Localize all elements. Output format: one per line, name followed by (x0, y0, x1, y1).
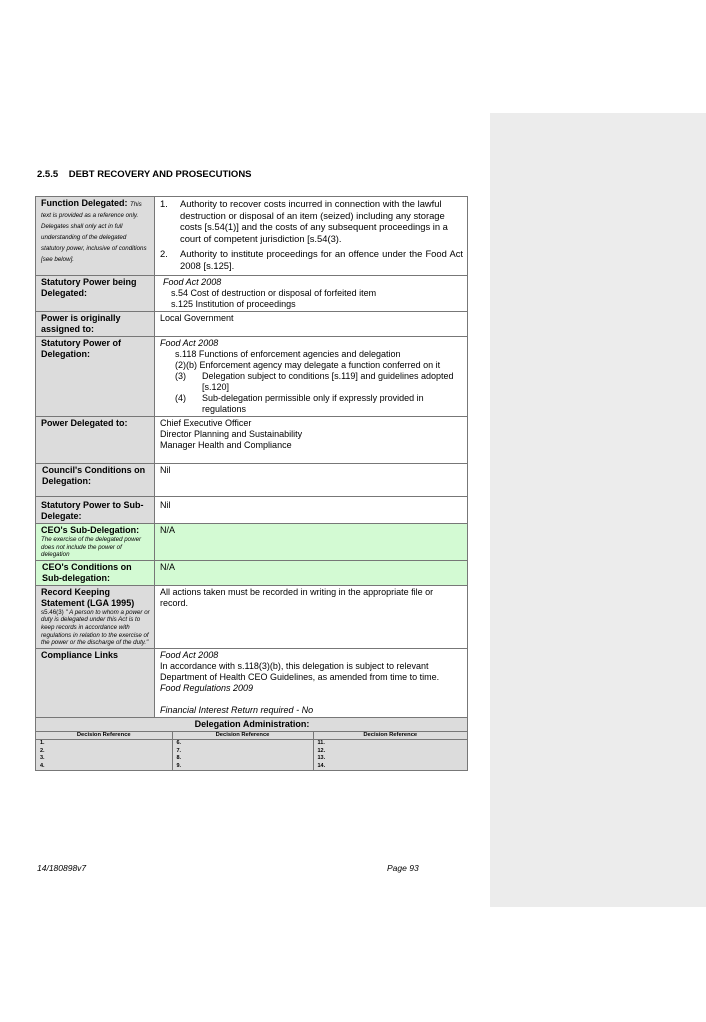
compliance-act: Food Act 2008 (160, 649, 219, 660)
admin-ref: 3. (36, 755, 172, 763)
record-keeping-label-cell (36, 585, 155, 648)
row-originally-assigned (36, 312, 468, 337)
function-delegated-label: Function Delegated: (41, 198, 128, 208)
power-of-delegation-line-1: s.118 Functions of enforcement agencies and delegation (175, 349, 401, 359)
ceo-conditions-label: CEO's Conditions on Sub-delegation: (36, 560, 155, 585)
compliance-financial: Financial Interest Return required - No (160, 704, 314, 715)
power-of-delegation-sub-3: (3) Delegation subject to conditions [s.119] and guidelines adopted [s.120] (175, 371, 454, 392)
admin-ref: 13. (313, 755, 467, 763)
admin-ref: 6. (172, 740, 313, 748)
section-title: DEBT RECOVERY AND PROSECUTIONS (68, 169, 252, 180)
compliance-text: In accordance with s.118(3)(b), this delegation is subject to relevant Department of Health CEO Guidelines, as amended from time to time. (160, 660, 440, 682)
statutory-power-line-1: s.54 Cost of destruction or disposal of forfeited item (171, 288, 377, 298)
originally-assigned-value: Local Government (155, 312, 468, 337)
admin-header-row (36, 732, 467, 740)
statutory-power-act: Food Act 2008 (163, 277, 222, 287)
delegate-2: Director Planning and Sustainability (160, 429, 303, 439)
row-admin-title (36, 717, 468, 731)
admin-ref: 7. (172, 748, 313, 756)
admin-col-header-2: Decision Reference (172, 732, 313, 740)
row-statutory-sub (36, 497, 468, 524)
council-conditions-value: Nil (155, 464, 468, 497)
power-of-delegation-line-2: (2)(b) Enforcement agency may delegate a function conferred on it (175, 360, 441, 370)
admin-row (36, 763, 467, 771)
admin-col-header-3: Decision Reference (313, 732, 467, 740)
row-function-delegated (36, 197, 468, 276)
statutory-power-label: Statutory Power being Delegated: (36, 276, 155, 312)
admin-title: Delegation Administration: (36, 717, 468, 731)
function-delegated-label-cell (36, 197, 155, 276)
delegation-table (35, 196, 468, 771)
admin-ref: 4. (36, 763, 172, 771)
row-ceo-sub (36, 524, 468, 561)
originally-assigned-label: Power is originally assigned to: (36, 312, 155, 337)
compliance-label: Compliance Links (36, 648, 155, 717)
council-conditions-label: Council's Conditions on Delegation: (36, 464, 155, 497)
admin-grid-cell (36, 731, 468, 771)
statutory-power-line-2: s.125 Institution of proceedings (171, 299, 296, 309)
power-of-delegation-sub-4: (4) Sub-delegation permissible only if expressly provided in regulations (175, 393, 424, 414)
function-item-1: 1. Authority to recover costs incurred in connection with the lawful destruction or disposal of an item (seized) including any storage costs [s.54(1)] and the costs of any subsequent proceedings in a court of competent jurisdiction [s.54(3). (160, 198, 448, 244)
power-of-delegation-value (155, 337, 468, 417)
admin-ref: 9. (172, 763, 313, 771)
section-number: 2.5.5 (37, 169, 59, 180)
power-delegated-to-value (155, 417, 468, 464)
row-power-of-delegation (36, 337, 468, 417)
admin-ref: 14. (313, 763, 467, 771)
admin-ref: 1. (36, 740, 172, 748)
ceo-conditions-value: N/A (155, 560, 468, 585)
power-delegated-to-label: Power Delegated to: (36, 417, 155, 464)
admin-ref: 2. (36, 748, 172, 756)
admin-table (36, 732, 467, 771)
function-delegated-note: This text is provided as a reference only. Delegates shall only act in full understanding of the delegated statutory power, inclusive of conditions [see below]. (41, 201, 147, 263)
row-record-keeping (36, 585, 468, 648)
ceo-sub-value: N/A (155, 524, 468, 561)
admin-row (36, 740, 467, 748)
statutory-sub-label: Statutory Power to Sub-Delegate: (36, 497, 155, 524)
power-of-delegation-label: Statutory Power of Delegation: (36, 337, 155, 417)
function-delegated-value (155, 197, 468, 276)
record-keeping-label: Record Keeping Statement (LGA 1995) (41, 586, 135, 608)
ceo-sub-label: CEO's Sub-Delegation: (41, 525, 140, 535)
ceo-sub-label-cell (36, 524, 155, 561)
record-keeping-value: All actions taken must be recorded in writing in the appropriate file or record. (155, 585, 468, 648)
row-ceo-conditions (36, 560, 468, 585)
comment-pane (490, 113, 706, 907)
row-council-conditions (36, 464, 468, 497)
admin-row (36, 755, 467, 763)
admin-ref: 12. (313, 748, 467, 756)
compliance-value (155, 648, 468, 717)
power-of-delegation-act: Food Act 2008 (160, 338, 219, 348)
section-heading (37, 169, 252, 180)
record-keeping-note: s5.46(3) " A person to whom a power or duty is delegated under this Act is to keep records in accordance with regulations in relation to the exercise of the power or the discharge of the duty." (41, 608, 150, 647)
admin-ref: 11. (313, 740, 467, 748)
delegate-1: Chief Executive Officer (160, 418, 252, 428)
statutory-power-value (155, 276, 468, 312)
row-admin-grid (36, 731, 468, 771)
row-compliance (36, 648, 468, 717)
footer-doc-ref: 14/180898v7 (37, 863, 87, 873)
admin-ref: 8. (172, 755, 313, 763)
row-power-delegated-to (36, 417, 468, 464)
ceo-sub-note: The exercise of the delegated power does not include the power of delegation (41, 536, 142, 559)
admin-col-header-1: Decision Reference (36, 732, 172, 740)
statutory-sub-value: Nil (155, 497, 468, 524)
admin-row (36, 748, 467, 756)
compliance-regs: Food Regulations 2009 (160, 682, 254, 693)
function-item-2: 2. Authority to institute proceedings for an offence under the Food Act 2008 [s.125]. (160, 248, 463, 271)
row-statutory-power (36, 276, 468, 312)
footer-page-number: Page 93 (387, 863, 419, 873)
delegate-3: Manager Health and Compliance (160, 440, 292, 450)
